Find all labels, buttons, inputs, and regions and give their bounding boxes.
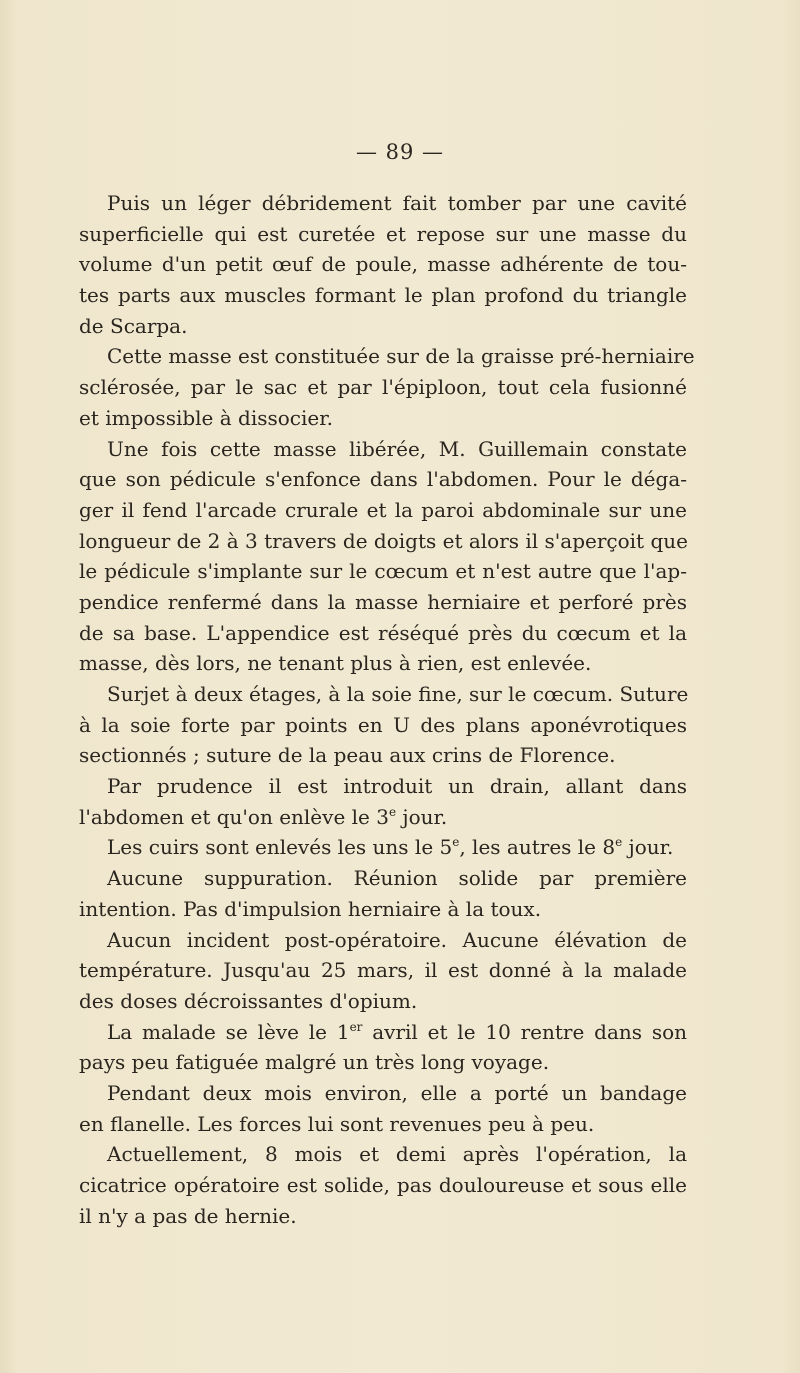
text-segment: tes parts aux muscles formant le plan profond du triangle (79, 283, 687, 308)
text-segment: sectionnés ; suture de la peau aux crins de Florence. (79, 743, 616, 768)
text-line (79, 403, 687, 434)
text-segment: sclérosée, par le sac et par l'épiploon, tout cela fusionné (79, 375, 687, 400)
superscript: e (452, 835, 460, 850)
text-line (79, 771, 687, 802)
text-segment: jour. (622, 835, 674, 860)
text-segment: Aucun incident post-opératoire. Aucune élévation de (107, 927, 687, 952)
text-line (79, 1078, 687, 1109)
text-line (79, 894, 687, 925)
text-segment: jour. (396, 804, 448, 829)
text-segment: Actuellement, 8 mois et demi après l'opération, la (107, 1142, 687, 1167)
text-segment: Puis un léger débridement fait tomber par une cavité (107, 191, 687, 215)
text-line (79, 249, 687, 280)
text-line (79, 863, 687, 894)
text-segment: pendice renfermé dans la masse herniaire et perforé près (79, 589, 687, 614)
text-line (79, 1201, 687, 1232)
text-line (79, 341, 695, 372)
text-segment: Pendant deux mois environ, elle a porté un bandage (107, 1080, 687, 1105)
superscript: er (349, 1019, 363, 1034)
text-line (79, 372, 687, 403)
text-segment: le pédicule s'implante sur le cœcum et n'est autre que l'ap- (79, 559, 687, 584)
superscript: e (615, 835, 623, 850)
text-line (79, 1047, 687, 1078)
text-segment: de sa base. L'appendice est réséqué près du cœcum et la (79, 620, 687, 645)
text-segment: superficielle qui est curetée et repose sur une masse du (79, 221, 687, 246)
text-line (79, 618, 687, 649)
text-segment: Par prudence il est introduit un drain, allant dans (107, 774, 687, 799)
text-line (79, 495, 687, 526)
text-segment: La malade se lève le 1 (107, 1019, 350, 1044)
text-line (79, 925, 687, 956)
text-segment: en flanelle. Les forces lui sont revenues peu à peu. (79, 1111, 595, 1136)
text-segment: Une fois cette masse libérée, M. Guillemain constate (107, 436, 687, 461)
text-line (79, 280, 687, 311)
text-segment: avril et le 10 rentre dans son (362, 1019, 688, 1044)
text-line (79, 740, 687, 771)
text-segment: volume d'un petit œuf de poule, masse adhérente de tou- (79, 252, 687, 277)
text-segment: pays peu fatiguée malgré un très long voyage. (79, 1050, 550, 1075)
text-line (79, 679, 687, 710)
text-segment: , les autres le 8 (459, 835, 616, 860)
text-line (79, 219, 687, 250)
body-text (79, 188, 695, 1231)
text-segment: Aucune suppuration. Réunion solide par première (107, 866, 687, 891)
text-segment: intention. Pas d'impulsion herniaire à la toux. (79, 896, 542, 921)
text-segment: et impossible à dissocier. (79, 405, 333, 430)
text-line (79, 955, 687, 986)
text-line (79, 648, 687, 679)
text-segment: Les cuirs sont enlevés les uns le 5 (107, 835, 453, 860)
text-line (79, 587, 687, 618)
text-line (79, 188, 687, 219)
text-line (79, 1017, 687, 1048)
text-line (79, 464, 687, 495)
page-number: — 89 — (355, 140, 445, 164)
text-line (79, 1170, 687, 1201)
text-segment: que son pédicule s'enfonce dans l'abdomen. Pour le déga- (79, 467, 687, 492)
text-line (79, 710, 687, 741)
superscript: e (388, 804, 397, 819)
text-segment: longueur de 2 à 3 travers de doigts et alors il s'aperçoit que (79, 528, 688, 553)
text-segment: Cette masse est constituée sur de la graisse pré-herniaire (107, 344, 695, 369)
text-line (79, 1139, 687, 1170)
text-line (79, 1109, 687, 1140)
text-segment: cicatrice opératoire est solide, pas douloureuse et sous elle (79, 1173, 687, 1197)
text-segment: masse, dès lors, ne tenant plus à rien, est enlevée. (79, 651, 592, 676)
text-line (79, 434, 687, 465)
text-line (79, 526, 687, 557)
text-segment: il n'y a pas de hernie. (79, 1203, 297, 1228)
text-segment: température. Jusqu'au 25 mars, il est donné à la malade (79, 958, 687, 983)
text-segment: ger il fend l'arcade crurale et la paroi abdominale sur une (79, 497, 687, 522)
text-segment: des doses décroissantes d'opium. (79, 988, 418, 1013)
text-line (79, 832, 687, 863)
text-line (79, 311, 687, 342)
text-segment: Surjet à deux étages, à la soie fine, sur le cœcum. Suture (107, 682, 689, 706)
text-line (79, 556, 687, 587)
text-segment: à la soie forte par points en U des plans aponévrotiques (79, 712, 687, 737)
text-line (79, 986, 687, 1017)
text-segment: de Scarpa. (79, 313, 188, 338)
text-line (79, 802, 687, 833)
text-segment: l'abdomen et qu'on enlève le 3 (79, 804, 389, 829)
